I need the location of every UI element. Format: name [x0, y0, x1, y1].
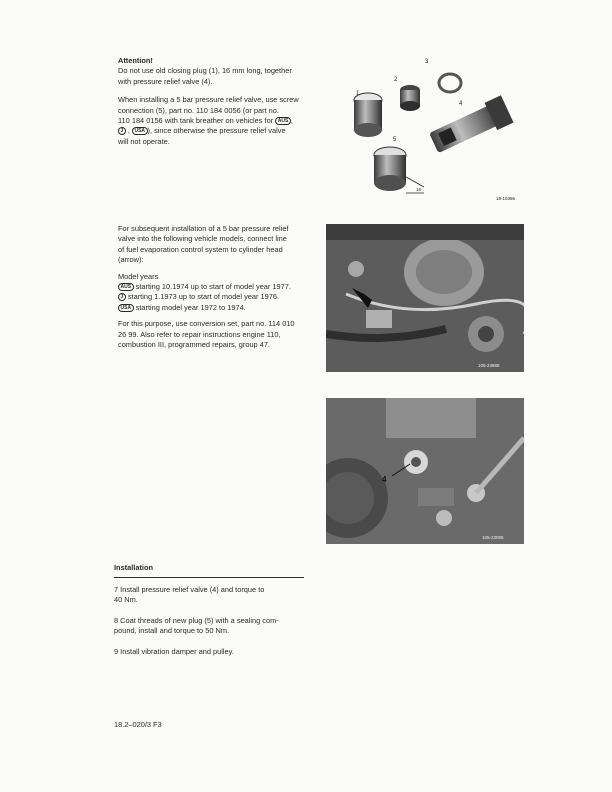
installation-heading: Installation [114, 563, 154, 572]
step-8-cont: pound, install and torque to 50 Nm. [114, 626, 230, 636]
conversion-line: 26 99. Also refer to repair instructions engine 110, [118, 329, 281, 339]
attention-line: will not operate. [118, 136, 170, 146]
attention-line: with pressure relief valve (4). [118, 76, 213, 86]
attention-line: Do not use old closing plug (1), 16 mm long, together [118, 66, 292, 76]
label-4: 4 [459, 101, 463, 107]
label-3: 3 [425, 59, 429, 65]
badge-aus: AUS [275, 117, 291, 125]
plug-2 [400, 85, 420, 111]
attention-block [118, 56, 328, 147]
installation-steps [114, 585, 314, 657]
step-7-cont: 40 Nm. [114, 595, 138, 605]
subsequent-line: of fuel evaporation control system to cylinder head [118, 244, 283, 254]
badge-j: J [118, 127, 126, 135]
pressure-relief-valve-4 [427, 95, 513, 156]
badge-j: J [118, 293, 126, 301]
attention-line: connection (5), part no. 110 184 0056 (or part no. [118, 105, 279, 115]
page-reference: 18.2–020/3 F3 [114, 720, 162, 729]
installation-rule [114, 577, 304, 578]
subsequent-line: (arrow): [118, 255, 144, 265]
figure-ref: 105-23095 [482, 535, 504, 540]
step-8: 8 Coat threads of new plug (5) with a sealing com- [114, 615, 279, 625]
conversion-line: combustion III, programmed repairs, group 47. [118, 340, 270, 350]
attention-line: When installing a 5 bar pressure relief valve, use screw [118, 95, 299, 105]
model-year-line: J starting 1.1973 up to start of model year 1976. [118, 292, 318, 302]
subsequent-line: valve into the following vehicle models, connect line [118, 234, 287, 244]
label-5: 5 [393, 137, 397, 143]
step-7: 7 Install pressure relief valve (4) and torque to [114, 585, 265, 594]
engine-photo-arrow [326, 224, 524, 372]
attention-line: 110 184 0156 with tank breather on vehicles for AUS , [118, 116, 293, 126]
subsequent-line: For subsequent installation of a 5 bar pressure relief [118, 224, 289, 233]
model-years-heading: Model years [118, 271, 159, 281]
figure-ref: 105-23888 [478, 363, 500, 368]
model-year-line: USA starting model year 1972 to 1974. [118, 303, 318, 313]
badge-usa: USA [132, 127, 148, 135]
attention-line: J , USA ), since otherwise the pressure relief valve [118, 126, 328, 136]
label-1: 1 [356, 91, 360, 97]
badge-usa: USA [118, 304, 134, 312]
label-2: 2 [394, 77, 398, 83]
conversion-line: For this purpose, use conversion set, part no. 114 010 [118, 319, 295, 329]
subsequent-block [118, 224, 318, 350]
parts-illustration [338, 55, 534, 205]
attention-heading: Attention! [118, 56, 153, 65]
dimension-label: 16 [416, 187, 422, 192]
figure-ref: 18-10366 [496, 196, 516, 201]
badge-aus: AUS [118, 283, 134, 291]
label-4: 4 [382, 475, 387, 484]
model-year-line: AUS starting 10.1974 up to start of model year 1977. [118, 282, 318, 292]
sealing-ring-3 [439, 74, 461, 92]
engine-photo-valve [326, 398, 524, 544]
closing-plug-1 [354, 93, 382, 137]
step-9: 9 Install vibration damper and pulley. [114, 646, 234, 656]
